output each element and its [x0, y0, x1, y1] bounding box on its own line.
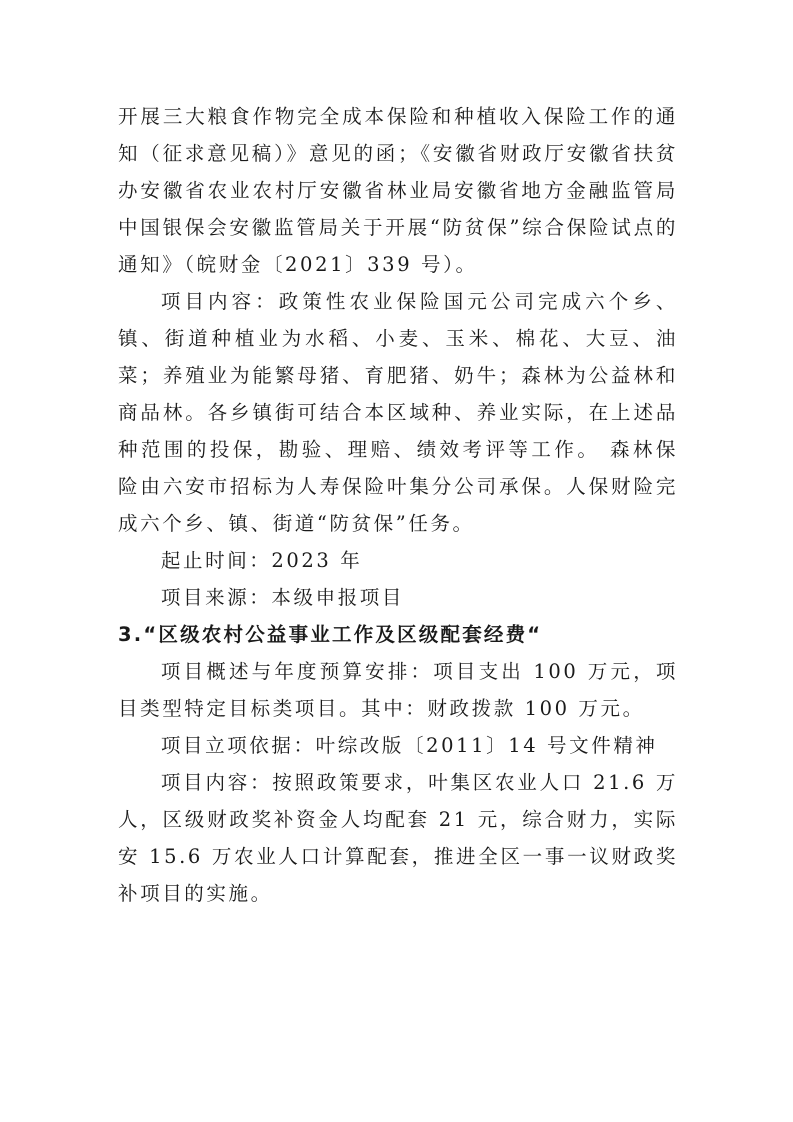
paragraph-start-end-time: 起止时间：2023 年: [160, 549, 363, 572]
paragraph-project-content-rural: 项目内容：按照政策要求，叶集区农业人口 21.6 万人，区级财政奖补资金人均配套 21 元，综合财力，实际安 15.6 万农业人口计算配套，推进全区一事一议财政奖补项目的实施。: [118, 771, 678, 905]
document-page: [118, 98, 678, 912]
paragraph-project-content-insurance: 项目内容：政策性农业保险国元公司完成六个乡、镇、街道种植业为水稻、小麦、玉米、棉花、大豆、油菜；养殖业为能繁母猪、育肥猪、奶牛；森林为公益林和商品林。各乡镇街可结合本区域种、养业实际，在上述品种范围的投保，勘验、理赔、绩效考评等工作。 森林保险由六安市招标为人寿保险叶集分公司承保。人保财险完成六个乡、镇、街道“防贫保”任务。: [118, 290, 678, 535]
paragraph-project-source: 项目来源：本级申报项目: [160, 586, 404, 609]
paragraph-project-overview-budget: 项目概述与年度预算安排：项目支出 100 万元，项目类型特定目标类项目。其中：财政拨款 100 万元。: [118, 660, 678, 720]
paragraph-policy-basis-continued: 开展三大粮食作物完全成本保险和种植收入保险工作的通知（征求意见稿）》意见的函；《安徽省财政厅安徽省扶贫办安徽省农业农村厅安徽省林业局安徽省地方金融监管局中国银保会安徽监管局关于开展“防贫保”综合保险试点的通知》（皖财金〔2021〕339 号）。: [118, 105, 678, 276]
paragraph-project-basis: 项目立项依据：叶综改版〔2011〕14 号文件精神: [160, 734, 658, 757]
section-heading-3: 3.“区级农村公益事业工作及区级配套经费“: [118, 623, 543, 646]
